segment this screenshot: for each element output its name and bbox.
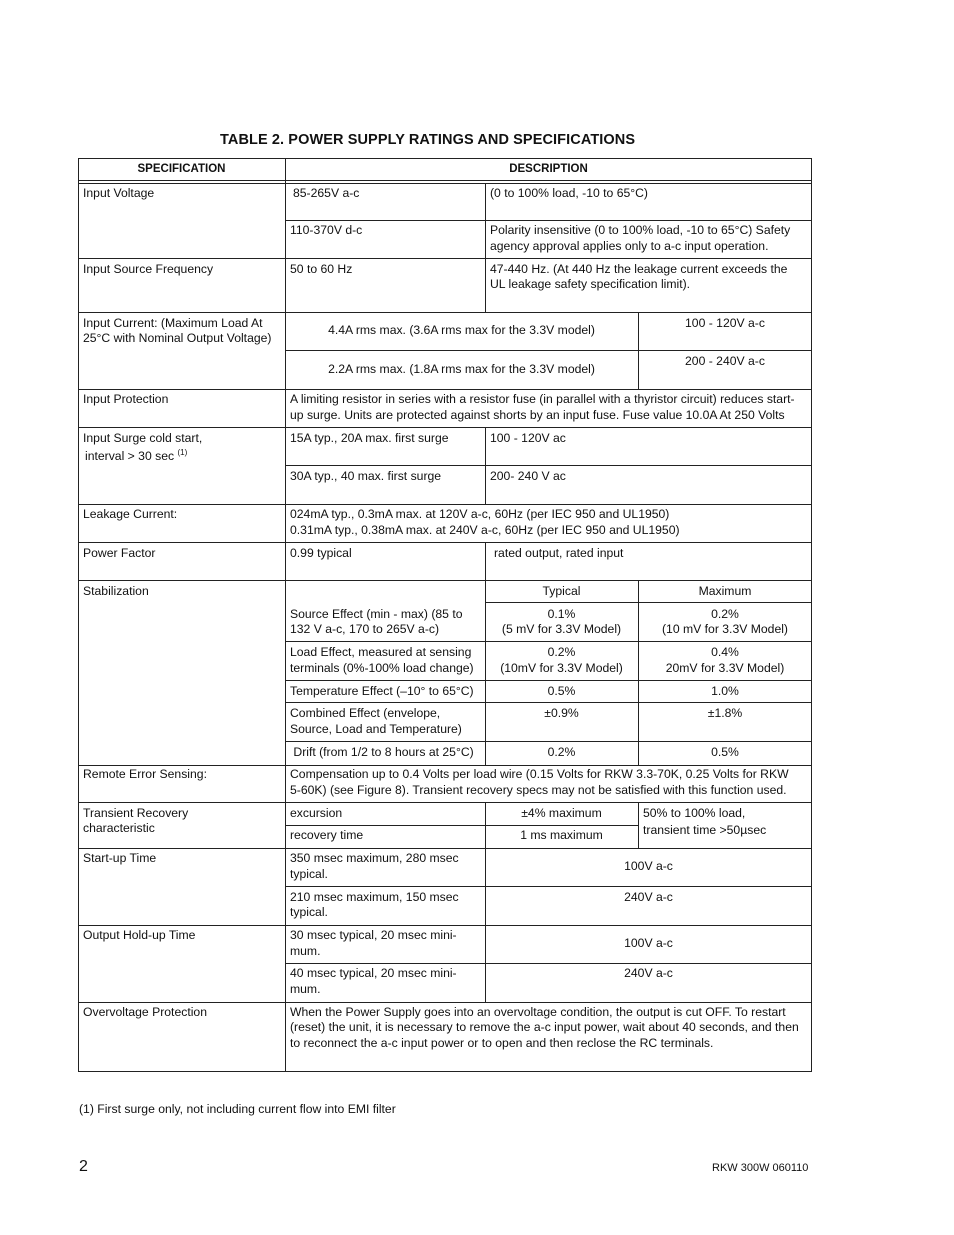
- header-specification: SPECIFICATION: [137, 163, 226, 175]
- input-frequency-value: 50 to 60 Hz: [290, 262, 353, 276]
- power-factor-label: Power Factor: [83, 546, 156, 560]
- startup-value: 350 msec maximum, 280 msec: [290, 851, 459, 865]
- remote-sensing-label: Remote Error Sensing:: [83, 767, 207, 781]
- input-surge-label: Input Surge cold start,: [83, 431, 203, 445]
- leakage-label: Leakage Current:: [83, 507, 178, 521]
- input-surge-range: 200- 240 V ac: [490, 469, 566, 483]
- input-protection-desc: up surge. Units are protected against shorts by an input fuse. Fuse value 10.0A At 250 Volts: [290, 408, 785, 422]
- transient-recovery-value: 1 ms maximum: [520, 828, 603, 842]
- table-divider: [78, 580, 812, 581]
- stabilization-label: Stabilization: [83, 584, 149, 598]
- table-divider: [285, 641, 812, 642]
- stabilization-typical: 0.2%: [547, 645, 576, 659]
- stabilization-maximum: 20mV for 3.3V Model): [665, 661, 785, 675]
- stabilization-typical-header: Typical: [542, 584, 581, 598]
- transient-label: characteristic: [83, 821, 155, 835]
- stabilization-maximum: ±1.8%: [707, 706, 743, 720]
- table-divider: [638, 802, 639, 848]
- table-divider: [285, 220, 812, 221]
- remote-sensing-desc: Compensation up to 0.4 Volts per load wire (0.15 Volts for RKW 3.3-70K, 0.25 Volts for RKW: [290, 767, 789, 781]
- stabilization-row-name: Load Effect, measured at sensing: [290, 645, 472, 659]
- input-voltage-ac: 85-265V a-c: [293, 186, 360, 200]
- table-divider: [78, 312, 812, 313]
- input-current-value: 4.4A rms max. (3.6A rms max for the 3.3V model): [328, 323, 595, 337]
- stabilization-typical: 0.5%: [547, 684, 576, 698]
- startup-voltage: 100V a-c: [624, 859, 673, 873]
- remote-sensing-desc: 5-60K) (see Figure 8). Transient recovery specs may not be satisfied with this function used.: [290, 783, 787, 797]
- holdup-value: 40 msec typical, 20 msec mini-: [290, 966, 457, 980]
- overvoltage-desc: When the Power Supply goes into an overvoltage condition, the output is cut OFF. To restart: [290, 1005, 786, 1019]
- stabilization-row-name: Temperature Effect (–10° to 65°C): [290, 684, 474, 698]
- table-divider: [78, 258, 812, 259]
- input-current-label: 25°C with Nominal Output Voltage): [83, 331, 272, 345]
- input-frequency-note: UL leakage safety specification limit).: [490, 277, 691, 291]
- transient-condition: 50% to 100% load,: [643, 806, 746, 820]
- stabilization-maximum: 0.2%: [711, 607, 739, 621]
- table-divider: [285, 680, 812, 681]
- table-divider: [485, 925, 486, 1002]
- power-factor-value: 0.99 typical: [290, 546, 352, 560]
- stabilization-typical: (10mV for 3.3V Model): [500, 661, 623, 675]
- table-divider: [78, 504, 812, 505]
- table-divider: [485, 183, 486, 258]
- footnote: (1) First surge only, not including current flow into EMI filter: [79, 1102, 396, 1116]
- input-voltage-dc-note: Polarity insensitive (0 to 100% load, -10 to 65°C) Safety: [490, 223, 791, 237]
- input-voltage-dc: 110-370V d-c: [290, 223, 363, 237]
- holdup-voltage: 240V a-c: [624, 966, 673, 980]
- overvoltage-label: Overvoltage Protection: [83, 1005, 207, 1019]
- table-divider: [78, 542, 812, 543]
- table-divider: [285, 741, 812, 742]
- stabilization-maximum: (10 mV for 3.3V Model): [662, 622, 788, 636]
- table-divider: [638, 312, 639, 389]
- input-frequency-note: 47-440 Hz. (At 440 Hz the leakage current exceeds the: [490, 262, 788, 276]
- input-surge-range: 100 - 120V ac: [490, 431, 566, 445]
- power-factor-note: rated output, rated input: [494, 546, 624, 560]
- table-divider: [285, 350, 812, 351]
- stabilization-row-name: Source, Load and Temperature): [290, 722, 462, 736]
- input-protection-label: Input Protection: [83, 392, 169, 406]
- table-divider: [78, 427, 812, 428]
- table-divider: [285, 886, 812, 887]
- startup-label: Start-up Time: [83, 851, 157, 865]
- page-number: 2: [79, 1158, 88, 1175]
- input-current-range: 200 - 240V a-c: [685, 354, 765, 368]
- holdup-value: mum.: [290, 944, 321, 958]
- stabilization-row-name: Combined Effect (envelope,: [290, 706, 441, 720]
- startup-voltage: 240V a-c: [624, 890, 673, 904]
- table-title: TABLE 2. POWER SUPPLY RATINGS AND SPECIFICATIONS: [220, 132, 636, 148]
- table-divider: [285, 465, 812, 466]
- table-divider: [485, 602, 812, 603]
- stabilization-row-name: 132 V a-c, 170 to 265V a-c): [290, 622, 440, 636]
- stabilization-row-name: Drift (from 1/2 to 8 hours at 25°C): [290, 745, 474, 759]
- input-current-label: Input Current: (Maximum Load At: [83, 316, 263, 330]
- stabilization-maximum: 1.0%: [711, 684, 739, 698]
- transient-condition: transient time >50µsec: [643, 823, 767, 837]
- table-divider: [485, 848, 486, 925]
- holdup-value: mum.: [290, 982, 321, 996]
- holdup-value: 30 msec typical, 20 msec mini-: [290, 928, 457, 942]
- table-divider: [485, 542, 486, 580]
- table-divider: [78, 848, 812, 849]
- transient-excursion-value: ±4% maximum: [521, 806, 602, 820]
- transient-excursion: excursion: [290, 806, 343, 820]
- input-surge-label: interval > 30 sec $^{(1)}$: [85, 447, 188, 463]
- stabilization-maximum: 0.4%: [711, 645, 739, 659]
- stabilization-typical: 0.2%: [547, 745, 576, 759]
- input-surge-value: 30A typ., 40 max. first surge: [290, 469, 442, 483]
- stabilization-maximum: 0.5%: [711, 745, 739, 759]
- table-divider: [285, 963, 812, 964]
- overvoltage-desc: (reset) the unit, it is necessary to remove the a-c input power, wait about 40 seconds, and then: [290, 1020, 799, 1034]
- startup-value: typical.: [290, 905, 328, 919]
- table-divider: [78, 925, 812, 926]
- input-voltage-label: Input Voltage: [83, 186, 155, 200]
- transient-recovery: recovery time: [290, 828, 364, 842]
- stabilization-row-name: terminals (0%-100% load change): [290, 661, 474, 675]
- stabilization-row-name: Source Effect (min - max) (85 to: [290, 607, 463, 621]
- stabilization-typical: ±0.9%: [544, 706, 579, 720]
- table-divider: [78, 389, 812, 390]
- table-divider: [78, 1002, 812, 1003]
- document-id: RKW 300W 060110: [712, 1162, 809, 1174]
- input-current-value: 2.2A rms max. (1.8A rms max for the 3.3V model): [328, 362, 595, 376]
- startup-value: 210 msec maximum, 150 msec: [290, 890, 459, 904]
- footnote-ref: (1): [177, 447, 188, 457]
- input-protection-desc: A limiting resistor in series with a resistor fuse (in parallel with a thyristor circuit) reduces start-: [290, 392, 795, 406]
- table-divider: [485, 258, 486, 312]
- table-divider: [285, 825, 638, 826]
- input-current-range: 100 - 120V a-c: [685, 316, 765, 330]
- table-divider: [485, 427, 486, 504]
- table-divider: [78, 183, 812, 184]
- input-surge-value: 15A typ., 20A max. first surge: [290, 431, 449, 445]
- input-frequency-label: Input Source Frequency: [83, 262, 214, 276]
- table-divider: [285, 158, 286, 1072]
- input-voltage-dc-note: agency approval applies only to a-c input operation.: [490, 239, 769, 253]
- table-divider: [78, 802, 812, 803]
- stabilization-typical: 0.1%: [547, 607, 576, 621]
- startup-value: typical.: [290, 867, 328, 881]
- overvoltage-desc: to reconnect the a-c input power or to open and then reclose the RC terminals.: [290, 1036, 714, 1050]
- holdup-voltage: 100V a-c: [624, 936, 673, 950]
- transient-label: Transient Recovery: [83, 806, 189, 820]
- leakage-value: 0.31mA typ., 0.38mA max. at 240V a-c, 60Hz (per IEC 950 and UL1950): [290, 523, 680, 537]
- table-divider: [78, 180, 812, 181]
- header-description: DESCRIPTION: [509, 163, 588, 175]
- table-divider: [485, 802, 486, 848]
- leakage-value: 024mA typ., 0.3mA max. at 120V a-c, 60Hz (per IEC 950 and UL1950): [290, 507, 670, 521]
- stabilization-typical: (5 mV for 3.3V Model): [501, 622, 622, 636]
- holdup-label: Output Hold-up Time: [83, 928, 196, 942]
- stabilization-maximum-header: Maximum: [698, 584, 752, 598]
- table-divider: [285, 702, 812, 703]
- input-voltage-ac-note: (0 to 100% load, -10 to 65°C): [490, 186, 648, 200]
